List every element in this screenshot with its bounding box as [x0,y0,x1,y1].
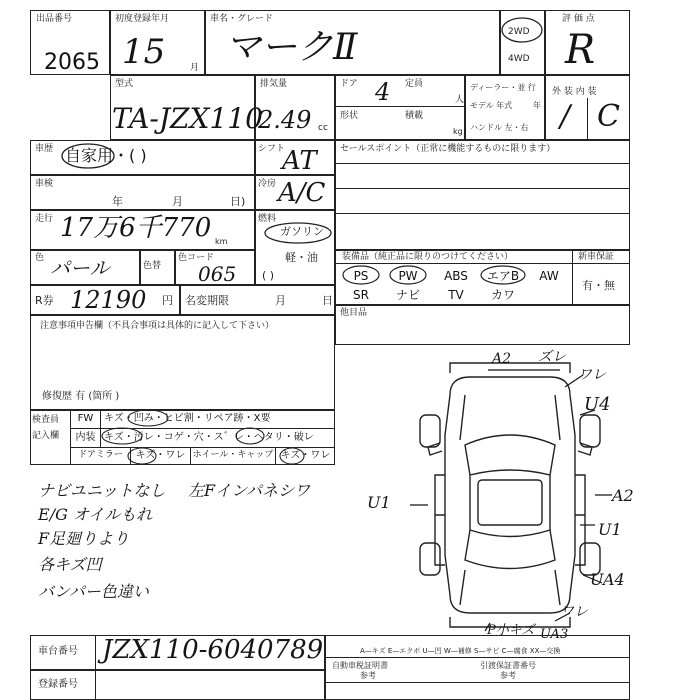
usage-value: 自家用・( ) [65,146,147,165]
ref-label-1: 参考 [360,671,376,680]
legend-text: A—キズ E—エクボ U—凹 W—補修 S—サビ C—腐食 XX—交換 [360,647,561,655]
handle-label: ハンドル 左・右 [470,123,529,132]
model-label: 型式 [115,79,134,89]
registration-label: 登録番号 [38,679,78,690]
fuel-other: 軽・油 [285,251,318,264]
inspection-year-unit: 年 [112,195,123,208]
repair-label: 修復歴 有 (箇所 ) [42,391,120,402]
dmg-p-kizu: P小キズ [487,623,535,638]
option-ps: PS [353,269,369,283]
capacity-label: 定員 [405,79,424,89]
check-wheel-items: キズ・ワレ [280,450,331,461]
note-1: ナビユニットなし [38,481,166,500]
option-pw: PW [398,269,418,283]
dmg-u1-right: U1 [598,520,622,539]
note-3: F足廻りより [38,529,130,548]
warranty-label: 新車保証 [578,252,615,262]
check-interior-items: キズ・汚レ・コゲ・穴・ス゛レ・ヘタリ・破レ [104,432,314,443]
capacity-unit: 人 [455,95,465,105]
dealer-label: ディーラー・並 行 [470,83,536,92]
doc-label-2: 引渡保証書番号 [480,661,536,670]
check-fw: FW [77,413,94,424]
model-year-label: モデル 年式 [470,101,513,110]
car-name: マークⅡ [225,27,358,68]
note-2: E/G オイルもれ [38,505,153,524]
first-reg-month-unit: 月 [190,63,200,73]
option-navi: ナビ [395,288,420,302]
doors-value: 4 [375,78,391,106]
first-reg-label: 初度登録年月 [115,14,170,24]
dmg-a2-right: A2 [612,486,634,505]
note-5: バンパー色違い [38,582,149,601]
dmg-zure: ズレ [538,349,566,365]
model-value: TA-JZX110 [112,102,263,135]
displacement-value: 2.49 [258,106,312,134]
dmg-ua4: UA4 [590,570,625,589]
recycle-label: R券 [35,294,54,307]
year-unit: 年 [533,101,541,110]
interior-score: C [597,99,620,134]
dmg-u1-left: U1 [367,493,391,512]
option-aw: AW [539,269,559,283]
first-reg-year: 15 [122,32,166,72]
option-airbag: エアB [486,269,520,283]
color-code-value: 065 [198,262,237,286]
other-box [335,305,630,345]
check-label-2: 記入欄 [32,431,60,441]
warranty-value: 有・無 [582,279,615,292]
note-right: 左Fインパネシワ [188,481,310,500]
exterior-score: / [560,99,571,134]
ref-label-2: 参考 [500,671,516,680]
mileage-unit: km [215,237,228,246]
check-wheel: ホイール・キャップ [192,450,274,460]
doors-label: ドア [340,79,358,89]
shift-value: AT [282,146,317,176]
option-tv: TV [448,288,464,302]
grade-label: 評 価 点 [562,14,595,24]
inspection-box [30,175,255,210]
sales-point-label: セールスポイント（正常に機能するものに限ります） [340,144,556,154]
options-label: 装備品（純正品に限りのつけてください） [342,252,514,262]
recycle-value: 12190 [70,286,147,314]
chassis-label: 車台番号 [38,646,78,657]
dmg-ware-front: ワレ [578,367,606,383]
fuel-circle-icon [262,220,332,246]
inspection-label: 車検 [35,179,54,189]
check-label-1: 検査員 [32,415,60,425]
load-label: 積載 [405,111,424,121]
sales-point-box [335,140,630,250]
fuel-paren: ( ) [262,269,275,282]
dmg-a2-front: A2 [492,351,512,367]
color-label: 色 [35,253,45,263]
note-4: 各キズ凹 [38,555,102,574]
displacement-label: 排気量 [260,79,288,89]
drive-circle-icon [500,10,550,50]
drive-4wd: 4WD [508,54,530,64]
recycle-unit: 円 [162,294,173,307]
color-change-label: 色替 [143,261,162,271]
ext-int-label: 外 装 内 装 [552,87,597,97]
displacement-unit: cc [318,123,328,133]
lot-number: 2065 [44,50,100,75]
other-label: 他目品 [340,308,368,318]
name-change-month: 月 [275,294,286,307]
color-code-label: 色コード [178,253,215,263]
check-mirror: ドアミラー [78,450,123,460]
shape-label: 形状 [340,111,359,121]
inspection-day-unit: 日) [230,195,246,208]
mileage-label: 走行 [35,214,54,224]
option-circles-icon [335,263,575,287]
option-kawa: カワ [490,288,515,302]
drive-2wd: 2WD [508,27,530,37]
name-change-label: 名変期限 [185,294,229,307]
mileage-value: 17万6千770 [60,213,212,243]
check-marks-icon [100,408,340,468]
usage-circle-icon [60,140,120,172]
color-value: パール [50,256,110,280]
option-sr: SR [353,288,369,302]
fuel-label: 燃料 [258,214,277,224]
aircon-value: A/C [278,178,326,208]
inspection-month-unit: 月 [172,195,183,208]
car-name-label: 車名・グレード [210,14,274,24]
aircon-label: 冷房 [258,179,277,189]
notes-label: 注意事項申告欄（不具合事項は具体的に記入して下さい） [40,321,275,331]
check-mirror-items: キズ・ワレ [135,450,186,461]
load-unit: kg [453,127,463,136]
dmg-ware-rear: ワレ [560,604,588,620]
check-fw-items: キズ・凹み・ヒビ割・リペア跡・X要 [104,413,271,424]
grade-value: R [565,27,596,73]
option-abs: ABS [444,269,468,283]
name-change-day: 日 [322,294,333,307]
check-interior: 内装 [75,432,96,443]
shift-label: シフト [258,144,286,154]
fuel-value: ガソリン [280,225,324,238]
dmg-u4: U4 [584,394,611,415]
usage-label: 車歴 [35,144,54,154]
lot-label: 出品番号 [36,14,73,24]
chassis-value: JZX110-6040789 [102,635,324,665]
doc-label-1: 自動車税証明書 [332,661,388,670]
dmg-ua3: UA3 [540,627,569,642]
